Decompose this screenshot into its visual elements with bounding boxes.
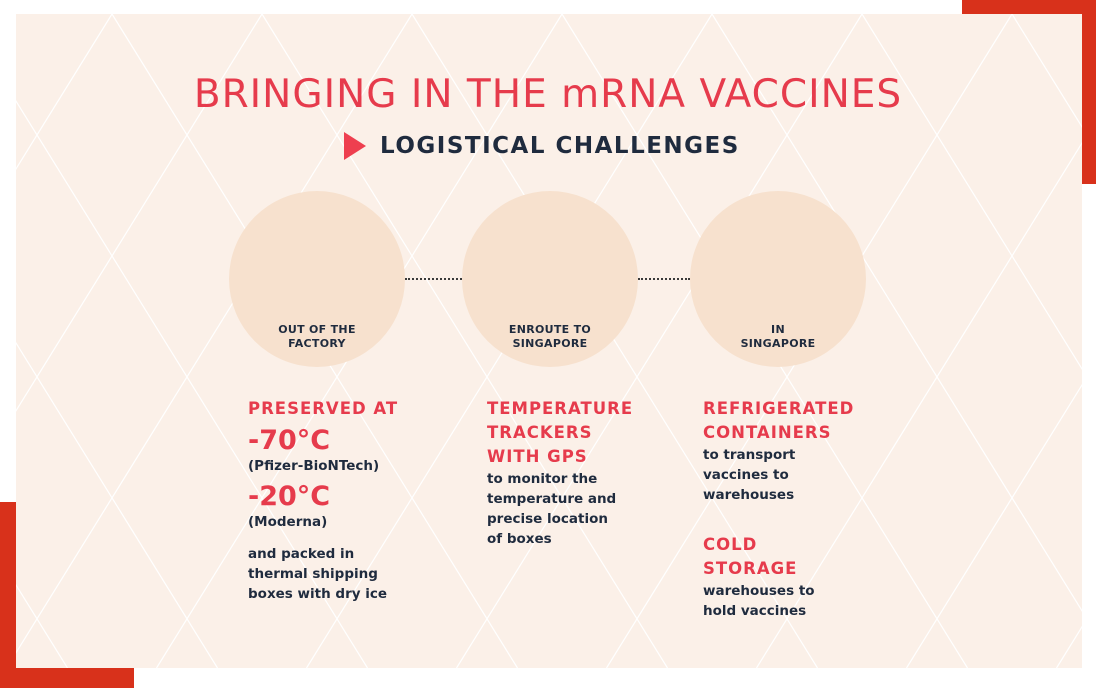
- text-line: TEMPERATURE: [487, 399, 634, 418]
- preserved-heading: PRESERVED AT: [248, 399, 399, 418]
- connector-dots: [638, 278, 690, 280]
- stage-circle-singapore: [690, 191, 866, 367]
- text-line: WITH GPS: [487, 447, 588, 466]
- subtitle-row: [344, 130, 740, 162]
- stage-label-line: ENROUTE TO: [508, 323, 592, 336]
- containers-text: [703, 445, 913, 505]
- containers-heading: [703, 397, 913, 445]
- column-enroute: [487, 397, 697, 549]
- stage-label: [229, 323, 405, 351]
- subtitle: LOGISTICAL CHALLENGES: [380, 133, 740, 159]
- text-line: boxes with dry ice: [248, 586, 388, 602]
- infographic-title: BRINGING IN THE mRNA VACCINES: [193, 72, 903, 117]
- text-line: to transport: [703, 447, 796, 463]
- text-line: of boxes: [487, 531, 552, 547]
- stage-label: [462, 323, 638, 351]
- play-triangle-icon: [344, 132, 366, 160]
- stage-label-line: FACTORY: [288, 337, 346, 350]
- text-line: hold vaccines: [703, 603, 807, 619]
- text-line: thermal shipping: [248, 566, 378, 582]
- corner-accent-top-right: [962, 0, 1096, 14]
- text-line: REFRIGERATED: [703, 399, 855, 418]
- stage-circle-enroute: [462, 191, 638, 367]
- stage-label-line: SINGAPORE: [740, 337, 816, 350]
- text-line: warehouses to: [703, 583, 815, 599]
- text-line: TRACKERS: [487, 423, 593, 442]
- temperature-value: -70°C: [248, 425, 331, 456]
- text-line: STORAGE: [703, 559, 798, 578]
- text-line: CONTAINERS: [703, 423, 832, 442]
- text-line: COLD: [703, 535, 758, 554]
- corner-accent-bottom-left: [0, 668, 134, 688]
- stage-label-line: OUT OF THE: [278, 323, 356, 336]
- cold-storage-text: [703, 581, 913, 621]
- corner-accent-left-bar: [0, 502, 16, 688]
- text-line: vaccines to: [703, 467, 789, 483]
- packing-text: [248, 544, 458, 604]
- vaccine-name: (Pfizer-BioNTech): [248, 458, 380, 474]
- cold-storage-heading: [703, 533, 913, 581]
- trackers-text: [487, 469, 697, 549]
- text-line: to monitor the: [487, 471, 598, 487]
- column-singapore: [703, 397, 913, 621]
- stage-label-line: IN: [771, 323, 785, 336]
- text-line: and packed in: [248, 546, 355, 562]
- text-line: precise location: [487, 511, 608, 527]
- stage-circle-factory: [229, 191, 405, 367]
- text-line: warehouses: [703, 487, 795, 503]
- connector-dots: [405, 278, 462, 280]
- text-line: temperature and: [487, 491, 617, 507]
- temperature-value: -20°C: [248, 481, 331, 512]
- column-factory: [248, 397, 458, 604]
- trackers-heading: [487, 397, 697, 469]
- stage-label: [690, 323, 866, 351]
- vaccine-name: (Moderna): [248, 514, 328, 530]
- stage-label-line: SINGAPORE: [512, 337, 588, 350]
